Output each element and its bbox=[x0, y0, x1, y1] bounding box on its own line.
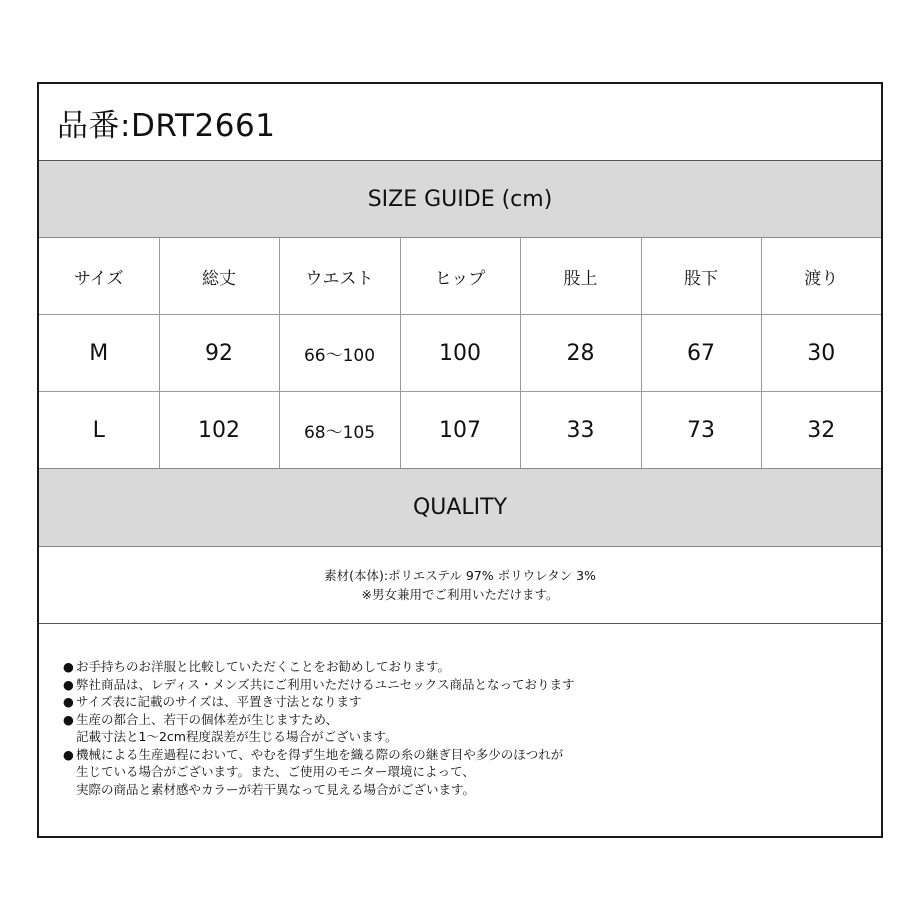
cell-inseam: 73 bbox=[641, 392, 761, 469]
size-guide-sheet bbox=[37, 82, 883, 838]
size-guide-header bbox=[39, 161, 881, 238]
header-thigh: 渡り bbox=[761, 238, 881, 315]
bullet-icon: ● bbox=[63, 711, 74, 727]
quality-title: QUALITY bbox=[412, 495, 508, 520]
quality-header bbox=[39, 468, 881, 547]
bullet-icon: ● bbox=[63, 694, 74, 709]
header-inseam: 股下 bbox=[641, 238, 761, 315]
list-item bbox=[63, 693, 881, 711]
header-size: サイズ bbox=[39, 238, 159, 315]
cell-thigh: 30 bbox=[761, 315, 881, 392]
table-row bbox=[39, 392, 881, 469]
cell-rise: 33 bbox=[520, 392, 641, 469]
product-number-label: 品番:DRT2661 bbox=[57, 107, 276, 144]
note-text: お手持ちのお洋服と比較していただくことをお勧めしております。 bbox=[76, 659, 451, 674]
material-composition: 素材(本体):ポリエステル 97% ポリウレタン 3% bbox=[324, 568, 596, 583]
quality-details bbox=[39, 547, 881, 624]
cell-hip: 107 bbox=[400, 392, 520, 469]
cell-inseam: 67 bbox=[641, 315, 761, 392]
notes-list bbox=[39, 624, 881, 798]
list-item bbox=[63, 711, 881, 746]
header-hip: ヒップ bbox=[400, 238, 520, 315]
list-item bbox=[63, 658, 881, 676]
note-text-continued: 記載寸法と1～2cm程度誤差が生じる場合がございます。 bbox=[76, 729, 398, 744]
bullet-icon: ● bbox=[63, 676, 74, 692]
header-rise: 股上 bbox=[520, 238, 641, 315]
note-text: サイズ表に記載のサイズは、平置き寸法となります bbox=[76, 694, 362, 709]
note-text-continued: 生じている場合がございます。また、ご使用のモニター環境によって、 bbox=[76, 764, 475, 779]
cell-total-length: 102 bbox=[159, 392, 279, 469]
note-text: 弊社商品は、レディス・メンズ共にご利用いただけるユニセックス商品となっております bbox=[76, 676, 575, 692]
list-item bbox=[63, 746, 881, 799]
cell-thigh: 32 bbox=[807, 417, 836, 443]
cell-waist: 66〜100 bbox=[279, 315, 400, 392]
table-row bbox=[39, 315, 881, 392]
cell-size: M bbox=[39, 315, 159, 392]
size-table-header-row bbox=[39, 238, 881, 315]
note-text-continued: 実際の商品と素材感やカラーが若干異なって見える場合がございます。 bbox=[76, 781, 476, 797]
cell-rise: 28 bbox=[520, 315, 641, 392]
size-table bbox=[39, 238, 881, 468]
cell-size: L bbox=[39, 392, 159, 469]
header-total-length: 総丈 bbox=[159, 238, 279, 315]
unisex-note: ※男女兼用でご利用いただけます。 bbox=[361, 587, 559, 602]
cell-total-length: 92 bbox=[159, 315, 279, 392]
list-item bbox=[63, 676, 881, 694]
header-waist: ウエスト bbox=[279, 238, 400, 315]
bullet-icon: ● bbox=[63, 659, 74, 674]
note-text: 生産の都合上、若干の個体差が生じますため、 bbox=[76, 711, 339, 727]
size-guide-title: SIZE GUIDE (cm) bbox=[367, 186, 553, 212]
note-text: 機械による生産過程において、やむを得ず生地を織る際の糸の継ぎ目や多少のほつれが bbox=[76, 746, 564, 762]
cell-hip: 100 bbox=[400, 315, 520, 392]
cell-waist: 68〜105 bbox=[279, 392, 400, 469]
product-number-title bbox=[39, 84, 881, 161]
bullet-icon: ● bbox=[63, 746, 74, 762]
